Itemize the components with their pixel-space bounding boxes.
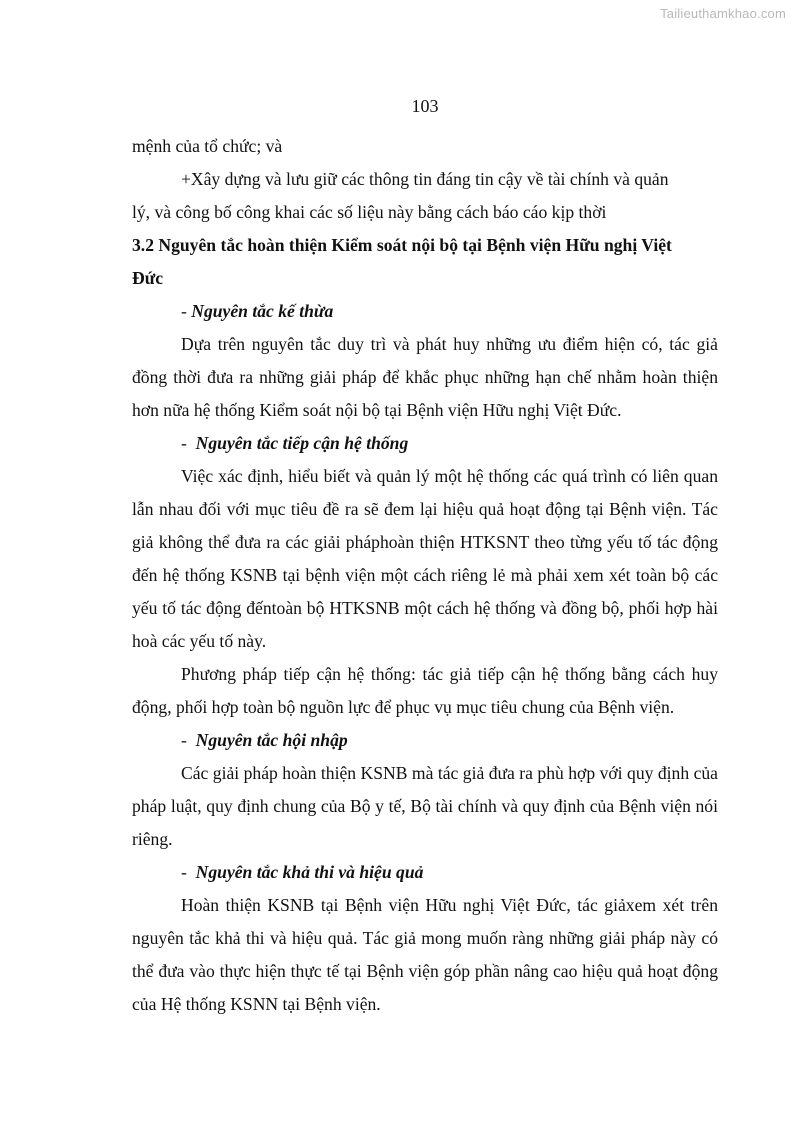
watermark: Tailieuthamkhao.com (660, 6, 786, 21)
subheading-integration (132, 724, 718, 757)
bullet-dash: - (181, 433, 196, 453)
bullet-dash: - (181, 862, 196, 882)
subheading-title: Nguyên tắc khả thi và hiệu quả (195, 862, 424, 882)
section-heading-line1: 3.2 Nguyên tắc hoàn thiện Kiểm soát nội bộ tại Bệnh viện Hữu nghị Việt (132, 235, 672, 255)
paragraph-integration: Các giải pháp hoàn thiện KSNB mà tác giả đưa ra phù hợp với quy định của pháp luật, quy định chung của Bộ y tế, Bộ tài chính và quy định của Bệnh viện nói riêng. (132, 763, 718, 849)
paragraph-inheritance: Dựa trên nguyên tắc duy trì và phát huy những ưu điểm hiện có, tác giả đồng thời đưa ra những giải pháp để khắc phục những hạn chế nhằm hoàn thiện hơn nữa hệ thống Kiểm soát nội bộ tại Bệnh viện Hữu nghị Việt Đức. (132, 334, 718, 420)
paragraph-objective-line2: lý, và công bố công khai các số liệu này bằng cách báo cáo kịp thời (132, 202, 607, 222)
subheading-title: Nguyên tắc hội nhập (195, 730, 348, 750)
paragraph-system-method: Phương pháp tiếp cận hệ thống: tác giả tiếp cận hệ thống bằng cách huy động, phối hợp toàn bộ nguồn lực để phục vụ mục tiêu chung của Bệnh viện. (132, 664, 718, 717)
bullet-dash: - (181, 301, 192, 321)
bullet-dash: - (181, 730, 196, 750)
paragraph-continuation: mệnh của tổ chức; và (132, 136, 283, 156)
paragraph-objective-line1: +Xây dựng và lưu giữ các thông tin đáng tin cậy về tài chính và quản (181, 169, 669, 189)
paragraph-system-approach: Việc xác định, hiểu biết và quản lý một hệ thống các quá trình có liên quan lẫn nhau đối với mục tiêu đề ra sẽ đem lại hiệu quả hoạt động tại Bệnh viện. Tác giả không thể đưa ra các giải pháphoàn thiện HTKSNT theo từng yếu tố tác động đến hệ thống KSNB tại bệnh viện một cách riêng lẻ mà phải xem xét toàn bộ các yếu tố tác động đếntoàn bộ HTKSNB một cách hệ thống và đồng bộ, phối hợp hài hoà các yếu tố này. (132, 466, 718, 651)
subheading-system-approach (132, 427, 718, 460)
subheading-title: Nguyên tắc kế thừa (191, 301, 334, 321)
paragraph-feasibility: Hoàn thiện KSNB tại Bệnh viện Hữu nghị Việt Đức, tác giảxem xét trên nguyên tắc khả thi và hiệu quả. Tác giả mong muốn ràng những giải pháp này có thể đưa vào thực hiện thực tế tại Bệnh viện góp phần nâng cao hiệu quả hoạt động của Hệ thống KSNN tại Bệnh viện. (132, 895, 718, 1014)
subheading-inheritance (132, 295, 718, 328)
section-heading-line2: Đức (132, 268, 164, 288)
subheading-feasibility (132, 856, 718, 889)
document-body (132, 130, 718, 1021)
page-number: 103 (411, 96, 439, 116)
subheading-title: Nguyên tắc tiếp cận hệ thống (195, 433, 409, 453)
